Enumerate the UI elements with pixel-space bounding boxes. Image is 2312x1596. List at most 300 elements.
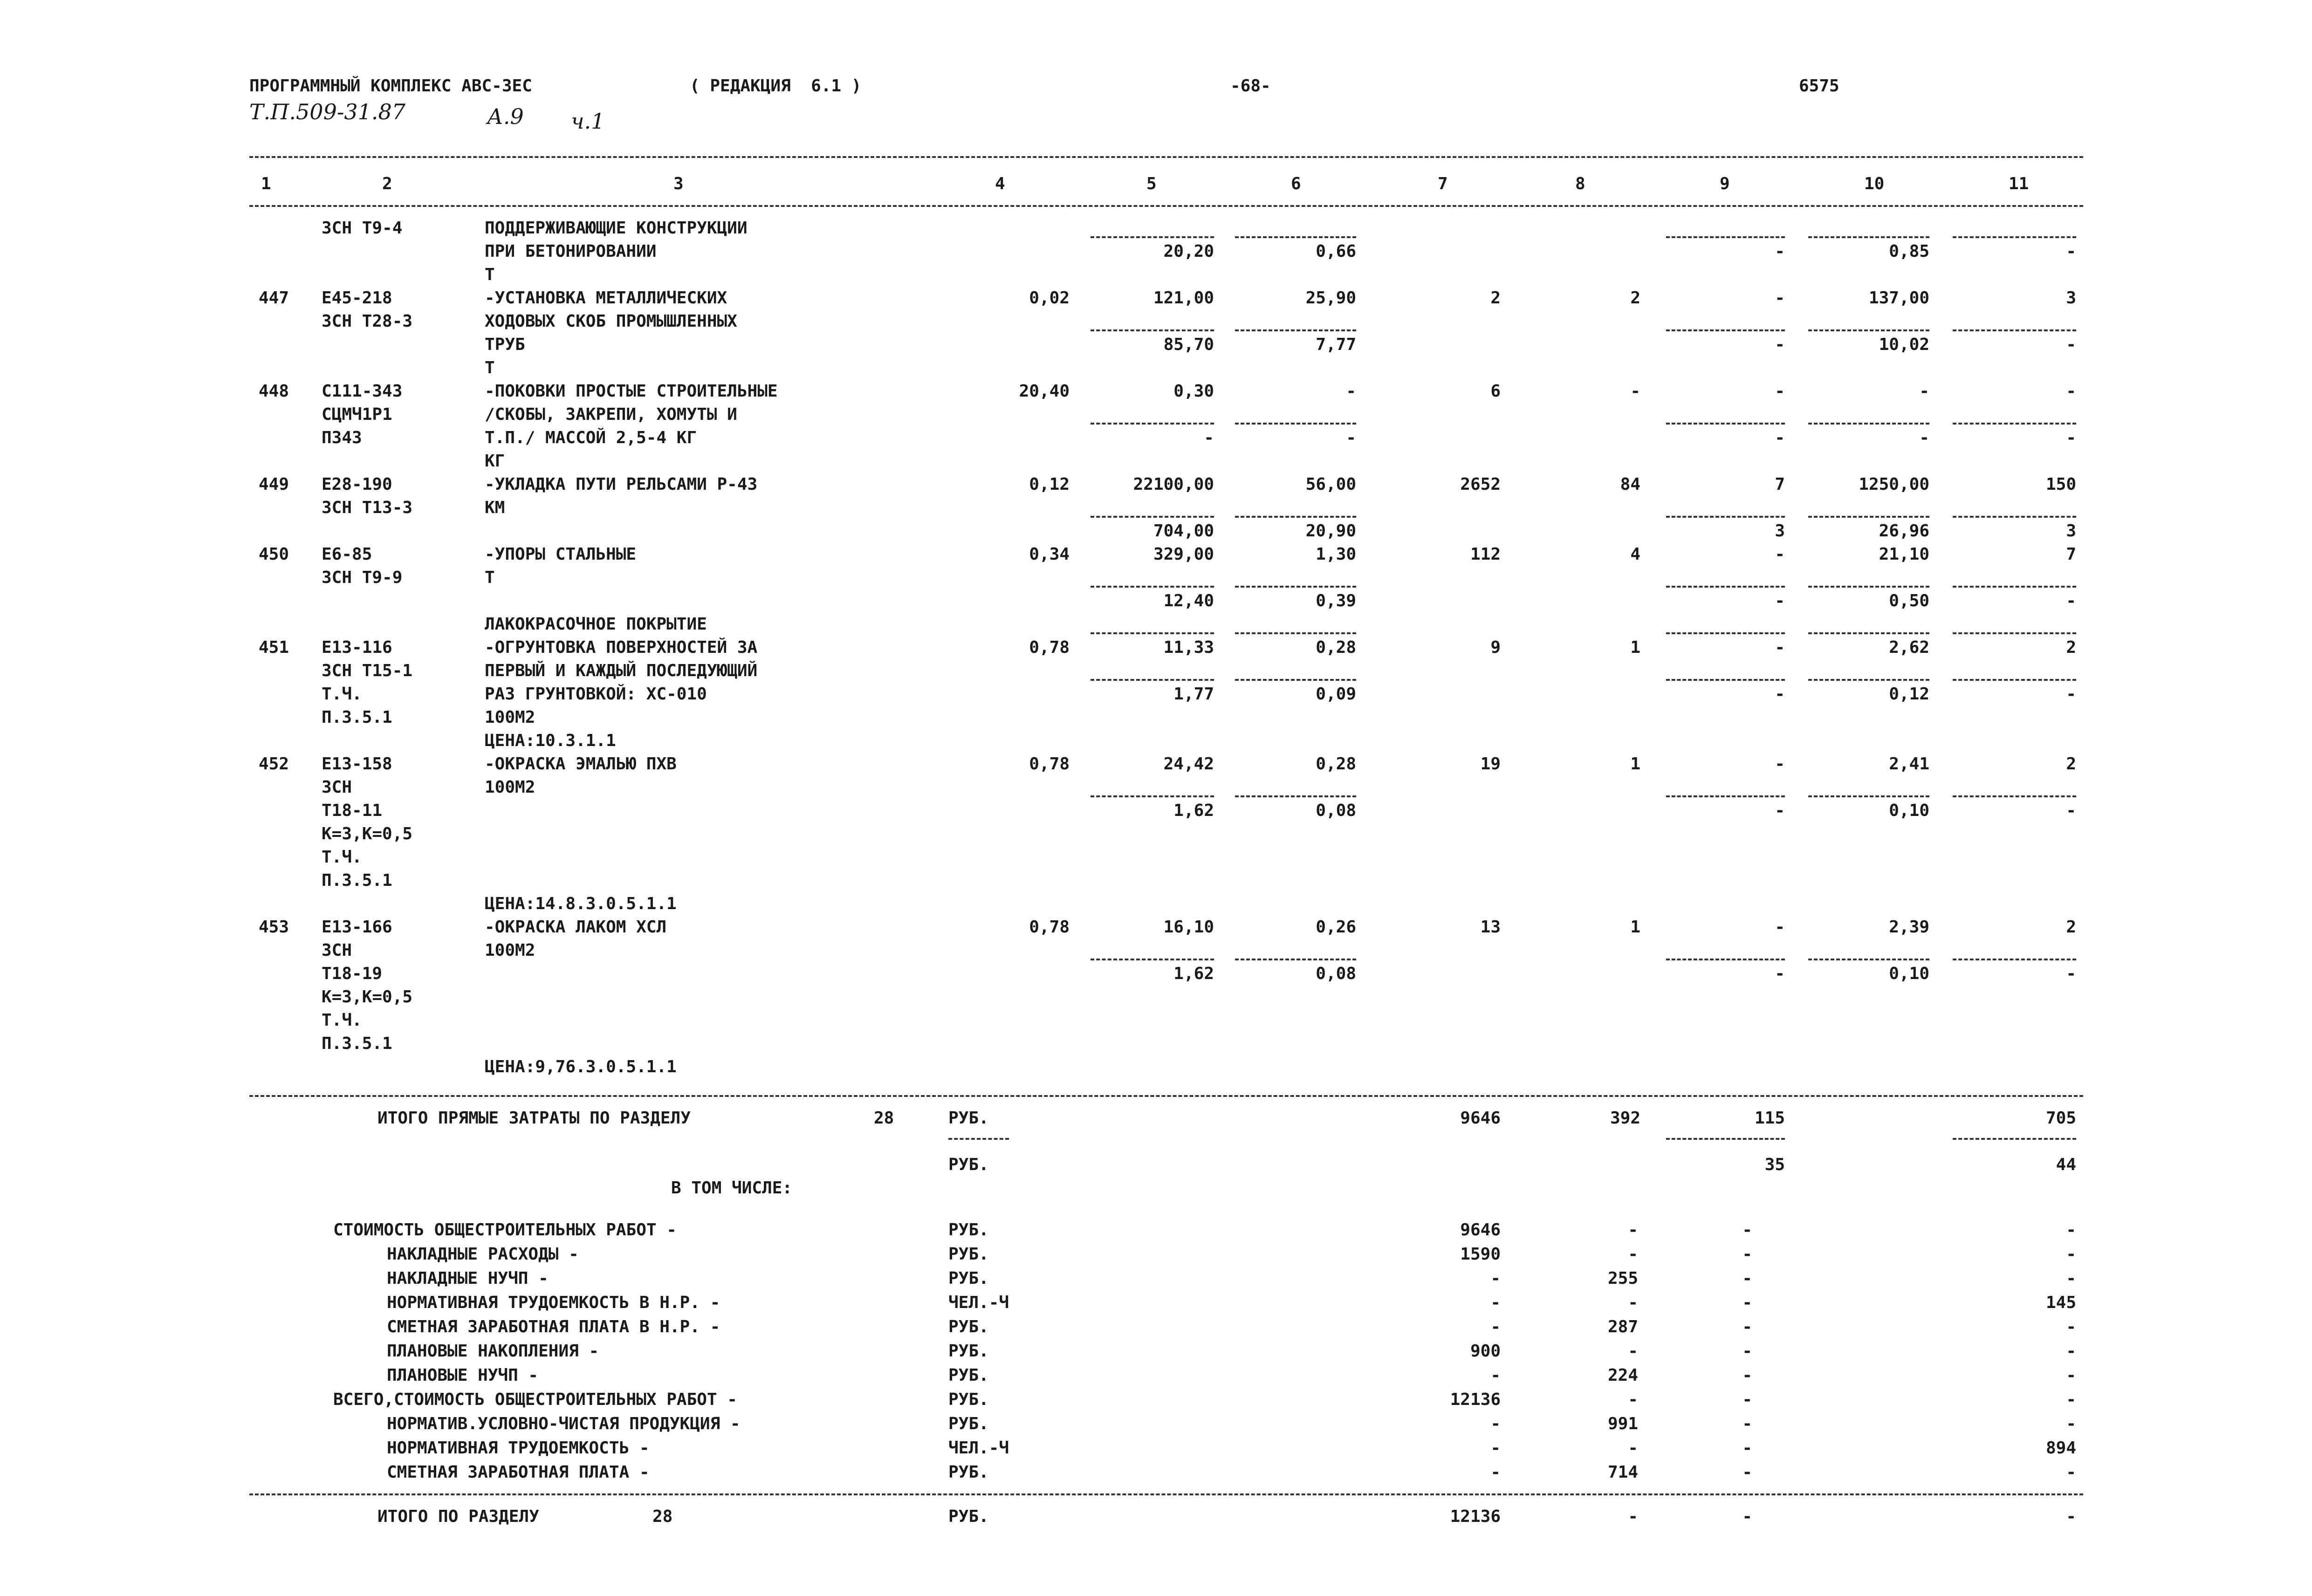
cell-separator: [1808, 329, 1929, 331]
cell-c2: Е13-158: [322, 754, 392, 774]
cell-c8: 1: [1630, 638, 1640, 657]
summary-col9: -: [1742, 1390, 1752, 1409]
summary-col9: -: [1742, 1317, 1752, 1336]
totals-col7: 9646: [1460, 1109, 1501, 1128]
summary-col9: -: [1742, 1293, 1752, 1312]
cell-separator: [1091, 959, 1214, 960]
summary-label: НОРМАТИВНАЯ ТРУДОЕМКОСТЬ В Н.Р. -: [387, 1293, 720, 1312]
cell-c10: 0,12: [1889, 685, 1929, 704]
cell-c5: 24,42: [1163, 754, 1214, 774]
summary-col8: -: [1628, 1293, 1638, 1312]
cell-c10: 0,50: [1889, 591, 1929, 610]
cell-c10: 2,62: [1889, 638, 1929, 657]
cell-c9: -: [1775, 335, 1785, 354]
cell-c6: 0,28: [1316, 754, 1356, 774]
cell-c5: 1,77: [1173, 685, 1214, 704]
summary-col7: -: [1490, 1317, 1501, 1336]
cell-c9: 7: [1775, 475, 1785, 494]
column-header-11: 11: [2009, 174, 2029, 193]
cell-c5: 0,30: [1173, 382, 1214, 401]
cell-c2: П.3.5.1: [322, 1034, 392, 1053]
column-header-2: 2: [382, 174, 392, 193]
cell-c11: -: [2066, 382, 2076, 401]
summary-col11: -: [2066, 1414, 2076, 1433]
cell-c11: 2: [2066, 638, 2076, 657]
summary-col7: -: [1490, 1438, 1501, 1458]
cell-c3: ЦЕНА:10.3.1.1: [485, 731, 616, 750]
cell-c6: 0,26: [1316, 918, 1356, 937]
cell-c4: 0,78: [1029, 918, 1070, 937]
cell-separator: [1953, 423, 2076, 425]
cell-c11: -: [2066, 964, 2076, 983]
cell-c4: 20,40: [1019, 382, 1070, 401]
handwritten-project-number: Т.П.509-31.87: [249, 99, 406, 124]
cell-separator: [1235, 795, 1356, 797]
cell-c3: -УСТАНОВКА МЕТАЛЛИЧЕСКИХ: [485, 288, 727, 308]
cell-c5: 85,70: [1163, 335, 1214, 354]
cell-c7: 9: [1490, 638, 1501, 657]
summary-col11: -: [2066, 1245, 2076, 1264]
summary-unit: РУБ.: [948, 1366, 989, 1385]
cell-c9: -: [1775, 288, 1785, 308]
cell-c8: 84: [1620, 475, 1640, 494]
cell-c5: 22100,00: [1133, 475, 1214, 494]
cell-c6: 20,90: [1305, 521, 1356, 541]
summary-col9: -: [1742, 1414, 1752, 1433]
final-section: 28: [652, 1507, 673, 1526]
cell-c2: ЗСН Т9-4: [322, 219, 403, 238]
cell-c2: ЗСН Т28-3: [322, 312, 413, 331]
final-title: ИТОГО ПО РАЗДЕЛУ: [377, 1507, 539, 1526]
summary-col8: 287: [1607, 1317, 1638, 1336]
totals-col8: 392: [1610, 1109, 1640, 1128]
summary-col7: 12136: [1450, 1390, 1501, 1409]
cell-c8: 1: [1630, 918, 1640, 937]
cell-c4: 0,34: [1029, 545, 1070, 564]
totals-separator: [1953, 1138, 2076, 1140]
summary-col8: -: [1628, 1438, 1638, 1458]
cell-separator: [1808, 516, 1929, 518]
summary-col11: -: [2066, 1390, 2076, 1409]
header-top-rule: [249, 156, 2083, 158]
cell-separator: [1666, 679, 1785, 681]
summary-col11: -: [2066, 1220, 2076, 1240]
summary-col9: -: [1742, 1366, 1752, 1385]
cell-separator: [1666, 795, 1785, 797]
summary-col11: 145: [2045, 1293, 2076, 1312]
cell-separator: [1235, 423, 1356, 425]
cell-separator: [1808, 586, 1929, 588]
document-code: 6575: [1799, 76, 1839, 96]
cell-c1: 447: [259, 288, 289, 308]
cell-c2: ЗСН: [322, 941, 352, 960]
cell-separator: [1091, 586, 1214, 588]
cell-c9: -: [1775, 685, 1785, 704]
column-header-6: 6: [1291, 174, 1301, 193]
cell-c7: 6: [1490, 382, 1501, 401]
cell-c3: ХОДОВЫХ СКОБ ПРОМЫШЛЕННЫХ: [485, 312, 737, 331]
cell-c3: ЦЕНА:9,76.3.0.5.1.1: [485, 1057, 677, 1076]
cell-c10: 0,85: [1889, 242, 1929, 261]
summary-label: ПЛАНОВЫЕ НУЧП -: [387, 1366, 539, 1385]
cell-c2: СЦМЧ1Р1: [322, 405, 392, 424]
summary-col9: -: [1742, 1269, 1752, 1288]
cell-c5: 12,40: [1163, 591, 1214, 610]
cell-c9: -: [1775, 964, 1785, 983]
totals-unit-separator: [948, 1138, 1009, 1140]
column-header-9: 9: [1720, 174, 1730, 193]
totals-col9: 115: [1754, 1109, 1785, 1128]
final-col7: 12136: [1450, 1507, 1501, 1526]
column-header-5: 5: [1146, 174, 1157, 193]
cell-c2: Т18-19: [322, 964, 383, 983]
cell-separator: [1666, 959, 1785, 960]
cell-c9: -: [1775, 801, 1785, 820]
cell-separator: [1091, 795, 1214, 797]
cell-separator: [1953, 632, 2076, 634]
cell-c6: 1,30: [1316, 545, 1356, 564]
program-title: ПРОГРАММНЫЙ КОМПЛЕКС АВС-ЗЕС: [249, 76, 532, 96]
cell-c9: -: [1775, 545, 1785, 564]
cell-c8: 2: [1630, 288, 1640, 308]
cell-c6: 25,90: [1305, 288, 1356, 308]
totals-col9-second: 35: [1764, 1155, 1785, 1174]
cell-c11: -: [2066, 335, 2076, 354]
cell-c9: -: [1775, 428, 1785, 447]
cell-c7: 2: [1490, 288, 1501, 308]
final-unit: РУБ.: [948, 1507, 989, 1526]
cell-c11: -: [2066, 591, 2076, 610]
totals-col11: 705: [2045, 1109, 2076, 1128]
summary-col8: 991: [1607, 1414, 1638, 1433]
cell-separator: [1953, 516, 2076, 518]
cell-c3: ЛАКОКРАСОЧНОЕ ПОКРЫТИЕ: [485, 615, 707, 634]
cell-c10: 0,10: [1889, 801, 1929, 820]
cell-c2: Т.Ч.: [322, 848, 362, 867]
page-number: -68-: [1230, 76, 1271, 96]
summary-col7: -: [1490, 1463, 1501, 1482]
cell-c9: -: [1775, 638, 1785, 657]
summary-label: ПЛАНОВЫЕ НАКОПЛЕНИЯ -: [387, 1342, 599, 1361]
cell-c3: /СКОБЫ, ЗАКРЕПИ, ХОМУТЫ И: [485, 405, 737, 424]
cell-c3: ТРУБ: [485, 335, 525, 354]
summary-col8: 224: [1607, 1366, 1638, 1385]
summary-unit: РУБ.: [948, 1220, 989, 1240]
cell-separator: [1666, 516, 1785, 518]
cell-c2: С111-343: [322, 382, 403, 401]
cell-c3: КГ: [485, 452, 505, 471]
final-col8: -: [1628, 1507, 1638, 1526]
cell-c8: 1: [1630, 754, 1640, 774]
cell-c4: 0,12: [1029, 475, 1070, 494]
cell-separator: [1953, 236, 2076, 238]
totals-unit: РУБ.: [948, 1155, 989, 1174]
cell-c5: 704,00: [1153, 521, 1214, 541]
cell-c2: Т18-11: [322, 801, 383, 820]
cell-separator: [1235, 236, 1356, 238]
edition-label: ( РЕДАКЦИЯ 6.1 ): [690, 76, 862, 96]
cell-separator: [1235, 586, 1356, 588]
summary-unit: РУБ.: [948, 1390, 989, 1409]
cell-c2: Е28-190: [322, 475, 392, 494]
cell-c11: 7: [2066, 545, 2076, 564]
cell-separator: [1953, 795, 2076, 797]
cell-separator: [1666, 586, 1785, 588]
cell-c10: 26,96: [1879, 521, 1929, 541]
column-header-3: 3: [673, 174, 684, 193]
cell-c2: Е13-116: [322, 638, 392, 657]
summary-col11: -: [2066, 1342, 2076, 1361]
cell-separator: [1666, 236, 1785, 238]
cell-c3: -ОГРУНТОВКА ПОВЕРХНОСТЕЙ ЗА: [485, 638, 758, 657]
cell-separator: [1953, 679, 2076, 681]
cell-c11: 3: [2066, 288, 2076, 308]
cell-separator: [1091, 236, 1214, 238]
cell-c2: К=3,К=0,5: [322, 987, 413, 1007]
cell-c3: -ОКРАСКА ЭМАЛЬЮ ПХВ: [485, 754, 677, 774]
cell-c6: 0,39: [1316, 591, 1356, 610]
cell-c3: -УПОРЫ СТАЛЬНЫЕ: [485, 545, 637, 564]
cell-c6: -: [1346, 382, 1356, 401]
cell-separator: [1666, 423, 1785, 425]
cell-c5: 20,20: [1163, 242, 1214, 261]
summary-col7: 900: [1470, 1342, 1501, 1361]
cell-c11: -: [2066, 801, 2076, 820]
cell-c2: Т.Ч.: [322, 1011, 362, 1030]
cell-c10: 137,00: [1868, 288, 1929, 308]
cell-c2: ЗСН Т9-9: [322, 568, 403, 587]
cell-c7: 19: [1480, 754, 1501, 774]
cell-c6: 0,08: [1316, 801, 1356, 820]
cell-c11: -: [2066, 685, 2076, 704]
final-col9: -: [1742, 1507, 1752, 1526]
cell-c7: 2652: [1460, 475, 1501, 494]
cell-c10: -: [1919, 428, 1929, 447]
cell-c10: 10,02: [1879, 335, 1929, 354]
summary-col7: 9646: [1460, 1220, 1501, 1240]
cell-c1: 450: [259, 545, 289, 564]
summary-col11: -: [2066, 1317, 2076, 1336]
cell-c3: -ПОКОВКИ ПРОСТЫЕ СТРОИТЕЛЬНЫЕ: [485, 382, 778, 401]
handwritten-part: ч.1: [571, 109, 605, 134]
cell-c1: 449: [259, 475, 289, 494]
cell-c2: Т.Ч.: [322, 685, 362, 704]
totals-col11-second: 44: [2056, 1155, 2076, 1174]
cell-c11: 2: [2066, 754, 2076, 774]
cell-c1: 451: [259, 638, 289, 657]
summary-col7: -: [1490, 1269, 1501, 1288]
cell-c6: 7,77: [1316, 335, 1356, 354]
cell-c11: 150: [2045, 475, 2076, 494]
cell-c5: 11,33: [1163, 638, 1214, 657]
final-col11: -: [2066, 1507, 2076, 1526]
cell-separator: [1235, 516, 1356, 518]
summary-label: ВСЕГО,СТОИМОСТЬ ОБЩЕСТРОИТЕЛЬНЫХ РАБОТ -: [333, 1390, 737, 1409]
cell-separator: [1953, 959, 2076, 960]
summary-label: НАКЛАДНЫЕ РАСХОДЫ -: [387, 1245, 579, 1264]
cell-c2: ЗСН: [322, 778, 352, 797]
cell-c10: 2,39: [1889, 918, 1929, 937]
cell-c2: К=3,К=0,5: [322, 824, 413, 843]
cell-c2: П.3.5.1: [322, 708, 392, 727]
cell-c2: ЗСН Т15-1: [322, 661, 413, 680]
cell-c10: -: [1919, 382, 1929, 401]
cell-c9: -: [1775, 591, 1785, 610]
cell-c2: Е13-166: [322, 918, 392, 937]
summary-col7: -: [1490, 1366, 1501, 1385]
cell-separator: [1091, 423, 1214, 425]
cell-separator: [1235, 632, 1356, 634]
cell-separator: [1091, 516, 1214, 518]
cell-c5: 16,10: [1163, 918, 1214, 937]
cell-c5: 121,00: [1153, 288, 1214, 308]
cell-c5: 1,62: [1173, 801, 1214, 820]
cell-c10: 2,41: [1889, 754, 1929, 774]
cell-c7: 112: [1470, 545, 1501, 564]
cell-c6: 0,08: [1316, 964, 1356, 983]
cell-separator: [1235, 679, 1356, 681]
cell-separator: [1091, 632, 1214, 634]
cell-c3: 100М2: [485, 941, 535, 960]
totals-section: 28: [874, 1109, 894, 1128]
cell-c3: Т.П./ МАССОЙ 2,5-4 КГ: [485, 428, 697, 447]
cell-c6: 0,09: [1316, 685, 1356, 704]
summary-unit: РУБ.: [948, 1245, 989, 1264]
column-header-8: 8: [1575, 174, 1585, 193]
summary-label: СМЕТНАЯ ЗАРАБОТНАЯ ПЛАТА В Н.Р. -: [387, 1317, 720, 1336]
cell-separator: [1808, 632, 1929, 634]
cell-c9: -: [1775, 382, 1785, 401]
handwritten-album: А.9: [487, 104, 524, 129]
summary-col9: -: [1742, 1438, 1752, 1458]
cell-c3: Т: [485, 265, 495, 284]
cell-separator: [1808, 236, 1929, 238]
totals-separator: [1666, 1138, 1785, 1140]
summary-col8: -: [1628, 1390, 1638, 1409]
cell-c2: Е45-218: [322, 288, 392, 308]
final-top-rule: [249, 1493, 2083, 1495]
summary-unit: РУБ.: [948, 1414, 989, 1433]
cell-c11: -: [2066, 428, 2076, 447]
cell-c3: Т: [485, 358, 495, 377]
cell-c3: РАЗ ГРУНТОВКОЙ: ХС-010: [485, 685, 707, 704]
cell-separator: [1666, 632, 1785, 634]
cell-separator: [1091, 329, 1214, 331]
summary-col9: -: [1742, 1342, 1752, 1361]
summary-col8: -: [1628, 1220, 1638, 1240]
summary-label: НОРМАТИВ.УСЛОВНО-ЧИСТАЯ ПРОДУКЦИЯ -: [387, 1414, 741, 1433]
cell-separator: [1666, 329, 1785, 331]
summary-col8: 255: [1607, 1269, 1638, 1288]
summary-unit: РУБ.: [948, 1317, 989, 1336]
cell-c11: 3: [2066, 521, 2076, 541]
cell-c10: 21,10: [1879, 545, 1929, 564]
column-header-4: 4: [995, 174, 1005, 193]
header-bottom-rule: [249, 205, 2083, 207]
summary-col8: -: [1628, 1245, 1638, 1264]
cell-c6: -: [1346, 428, 1356, 447]
cell-separator: [1953, 329, 2076, 331]
cell-c8: -: [1630, 382, 1640, 401]
cell-separator: [1808, 679, 1929, 681]
cell-c9: -: [1775, 242, 1785, 261]
in-number-label: В ТОМ ЧИСЛЕ:: [671, 1178, 793, 1198]
cell-c5: 329,00: [1153, 545, 1214, 564]
cell-c3: ЦЕНА:14.8.3.0.5.1.1: [485, 894, 677, 913]
summary-col9: -: [1742, 1245, 1752, 1264]
cell-c5: -: [1204, 428, 1214, 447]
cell-c1: 453: [259, 918, 289, 937]
column-header-7: 7: [1438, 174, 1448, 193]
summary-col11: 894: [2045, 1438, 2076, 1458]
cell-c11: -: [2066, 242, 2076, 261]
summary-col7: 1590: [1460, 1245, 1501, 1264]
cell-c2: П.3.5.1: [322, 871, 392, 890]
cell-c4: 0,78: [1029, 638, 1070, 657]
cell-separator: [1235, 329, 1356, 331]
cell-c3: 100М2: [485, 708, 535, 727]
summary-col9: -: [1742, 1220, 1752, 1240]
summary-label: НОРМАТИВНАЯ ТРУДОЕМКОСТЬ -: [387, 1438, 650, 1458]
summary-unit: ЧЕЛ.-Ч: [948, 1293, 1009, 1312]
summary-col8: -: [1628, 1342, 1638, 1361]
summary-col8: 714: [1607, 1463, 1638, 1482]
cell-c3: ПЕРВЫЙ И КАЖДЫЙ ПОСЛЕДУЮЩИЙ: [485, 661, 758, 680]
cell-c8: 4: [1630, 545, 1640, 564]
cell-c9: -: [1775, 754, 1785, 774]
cell-c10: 0,10: [1889, 964, 1929, 983]
cell-c9: -: [1775, 918, 1785, 937]
summary-col7: -: [1490, 1293, 1501, 1312]
cell-c7: 13: [1480, 918, 1501, 937]
cell-c10: 1250,00: [1859, 475, 1929, 494]
totals-top-rule: [249, 1095, 2083, 1097]
cell-c3: Т: [485, 568, 495, 587]
cell-c6: 56,00: [1305, 475, 1356, 494]
cell-c4: 0,78: [1029, 754, 1070, 774]
cell-separator: [1235, 959, 1356, 960]
cell-c9: 3: [1775, 521, 1785, 541]
totals-unit: РУБ.: [948, 1109, 989, 1128]
column-header-1: 1: [261, 174, 271, 193]
cell-c1: 448: [259, 382, 289, 401]
summary-col7: -: [1490, 1414, 1501, 1433]
cell-separator: [1953, 586, 2076, 588]
cell-c3: 100М2: [485, 778, 535, 797]
summary-col11: -: [2066, 1366, 2076, 1385]
summary-label: СМЕТНАЯ ЗАРАБОТНАЯ ПЛАТА -: [387, 1463, 650, 1482]
cell-c3: ПОДДЕРЖИВАЮЩИЕ КОНСТРУКЦИИ: [485, 219, 748, 238]
summary-label: СТОИМОСТЬ ОБЩЕСТРОИТЕЛЬНЫХ РАБОТ -: [333, 1220, 677, 1240]
cell-separator: [1091, 679, 1214, 681]
summary-col11: -: [2066, 1463, 2076, 1482]
summary-unit: ЧЕЛ.-Ч: [948, 1438, 1009, 1458]
cell-separator: [1808, 795, 1929, 797]
cell-c4: 0,02: [1029, 288, 1070, 308]
totals-title: ИТОГО ПРЯМЫЕ ЗАТРАТЫ ПО РАЗДЕЛУ: [377, 1109, 691, 1128]
cell-separator: [1808, 423, 1929, 425]
cell-c5: 1,62: [1173, 964, 1214, 983]
summary-unit: РУБ.: [948, 1463, 989, 1482]
cell-c2: П343: [322, 428, 362, 447]
summary-col11: -: [2066, 1269, 2076, 1288]
summary-unit: РУБ.: [948, 1342, 989, 1361]
cell-c1: 452: [259, 754, 289, 774]
cell-c6: 0,28: [1316, 638, 1356, 657]
summary-col9: -: [1742, 1463, 1752, 1482]
cell-c3: -УКЛАДКА ПУТИ РЕЛЬСАМИ Р-43: [485, 475, 758, 494]
cell-c3: КМ: [485, 498, 505, 517]
